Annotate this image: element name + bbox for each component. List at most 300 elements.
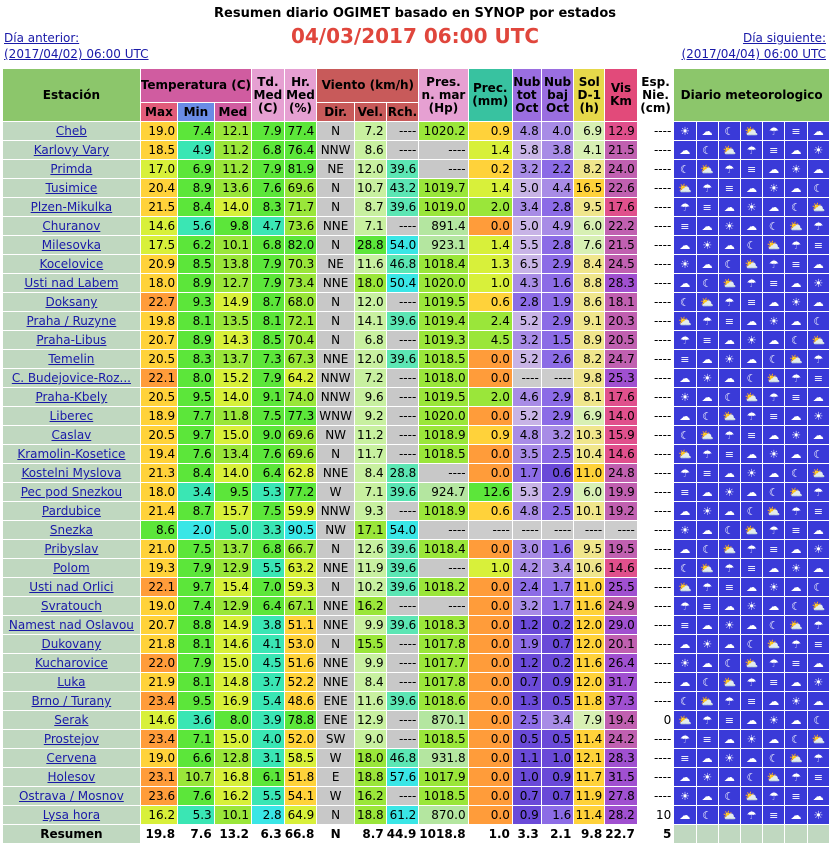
station-link[interactable]: Plzen-Mikulka bbox=[3, 198, 140, 216]
weather-icon: ☾ bbox=[674, 293, 695, 311]
station-link[interactable]: Milesovka bbox=[3, 236, 140, 254]
weather-icon: ⛅ bbox=[785, 749, 806, 767]
cell-med: 14.3 bbox=[215, 331, 251, 349]
weather-icon: ☁ bbox=[763, 293, 784, 311]
cell-min: 6.2 bbox=[178, 236, 214, 254]
cell-td: 7.9 bbox=[252, 369, 284, 387]
cell-sol: 7.6 bbox=[574, 236, 604, 254]
cell-dir: ENE bbox=[317, 711, 354, 729]
cell-hr: 52.2 bbox=[285, 673, 317, 691]
station-link[interactable]: Kramolin-Kosetice bbox=[3, 445, 140, 463]
weather-icon: ☀ bbox=[697, 369, 718, 387]
weather-icon: ⛅ bbox=[719, 806, 740, 824]
weather-icon: ☂ bbox=[808, 616, 829, 634]
cell-pres: 1018.9 bbox=[419, 426, 467, 444]
station-link[interactable]: Cervena bbox=[3, 749, 140, 767]
cell-rch: 39.6 bbox=[387, 483, 419, 501]
weather-icon: ☁ bbox=[763, 426, 784, 444]
weather-icon: ☁ bbox=[741, 312, 762, 330]
weather-icon: ☁ bbox=[785, 141, 806, 159]
weather-icon: ☁ bbox=[741, 483, 762, 501]
weather-icon: ☾ bbox=[763, 350, 784, 368]
weather-icon: ☾ bbox=[741, 369, 762, 387]
station-link[interactable]: Snezka bbox=[3, 521, 140, 539]
cell-min: 6.6 bbox=[178, 749, 214, 767]
cell-vis: 21.5 bbox=[605, 141, 637, 159]
weather-icon: ≡ bbox=[674, 616, 695, 634]
cell-vel: 17.1 bbox=[355, 521, 386, 539]
cell-vel: 9.6 bbox=[355, 388, 386, 406]
weather-icon: ☾ bbox=[763, 749, 784, 767]
cell-max: 18.0 bbox=[141, 274, 177, 292]
weather-icon: ≡ bbox=[719, 578, 740, 596]
weather-icon bbox=[697, 825, 718, 843]
cell-rch: 39.6 bbox=[387, 540, 419, 558]
cell-hr: 77.4 bbox=[285, 122, 317, 140]
station-link[interactable]: Dukovany bbox=[3, 635, 140, 653]
weather-icon: ☁ bbox=[785, 578, 806, 596]
cell-esp: ---- bbox=[638, 559, 673, 577]
col-rch: Rch. bbox=[387, 103, 419, 121]
cell-min: 9.7 bbox=[178, 578, 214, 596]
next-label[interactable]: Día siguiente: bbox=[742, 31, 826, 45]
weather-icon: ☀ bbox=[763, 179, 784, 197]
cell-nubbaj: 2.6 bbox=[542, 350, 574, 368]
summary-label: Resumen bbox=[3, 825, 140, 843]
table-row bbox=[3, 464, 829, 482]
weather-icon: ☀ bbox=[741, 597, 762, 615]
weather-icon: ≡ bbox=[697, 331, 718, 349]
station-link[interactable]: Praha-Kbely bbox=[3, 388, 140, 406]
cell-td: 8.3 bbox=[252, 198, 284, 216]
cell-vel: 8.7 bbox=[355, 825, 386, 843]
weather-icon: ☂ bbox=[697, 312, 718, 330]
station-link[interactable]: Svratouch bbox=[3, 597, 140, 615]
cell-rch: 39.6 bbox=[387, 559, 419, 577]
cell-med: 14.0 bbox=[215, 198, 251, 216]
table-row bbox=[3, 445, 829, 463]
cell-dir: NNW bbox=[317, 141, 354, 159]
cell-rch: ---- bbox=[387, 673, 419, 691]
cell-nubbaj: 2.8 bbox=[542, 198, 574, 216]
weather-icon: ☾ bbox=[719, 654, 740, 672]
cell-rch: 39.6 bbox=[387, 198, 419, 216]
cell-prec: 1.3 bbox=[469, 255, 512, 273]
station-link[interactable]: Praha / Ruzyne bbox=[3, 312, 140, 330]
weather-icon: ≡ bbox=[763, 407, 784, 425]
cell-hr: 69.6 bbox=[285, 426, 317, 444]
station-link[interactable]: Luka bbox=[3, 673, 140, 691]
prev-day-link[interactable] bbox=[4, 30, 149, 62]
col-hr: Hr. Med (%) bbox=[285, 69, 317, 121]
weather-icon: ⛅ bbox=[808, 198, 829, 216]
station-link[interactable]: Churanov bbox=[3, 217, 140, 235]
cell-dir: N bbox=[317, 540, 354, 558]
cell-min: 7.6 bbox=[178, 787, 214, 805]
cell-hr: 73.6 bbox=[285, 217, 317, 235]
weather-icon: ☁ bbox=[674, 806, 695, 824]
cell-esp: ---- bbox=[638, 350, 673, 368]
cell-hr: 82.0 bbox=[285, 236, 317, 254]
cell-prec: 4.5 bbox=[469, 331, 512, 349]
weather-icon: ⛅ bbox=[763, 369, 784, 387]
station-link[interactable]: C. Budejovice-Roz... bbox=[3, 369, 140, 387]
cell-vel: 8.7 bbox=[355, 198, 386, 216]
cell-sol: 12.0 bbox=[575, 675, 603, 689]
cell-prec: 0.0 bbox=[469, 578, 512, 596]
cell-max: 22.1 bbox=[141, 369, 177, 387]
cell-hr: 67.1 bbox=[285, 597, 317, 615]
cell-td: 8.1 bbox=[252, 312, 284, 330]
station-link[interactable]: Pec pod Snezkou bbox=[3, 483, 140, 501]
weather-icon: ☁ bbox=[741, 217, 762, 235]
weather-icon: ☁ bbox=[719, 369, 740, 387]
cell-med: 12.1 bbox=[215, 122, 251, 140]
cell-sol: 16.5 bbox=[575, 181, 603, 195]
station-link[interactable]: Praha-Libus bbox=[3, 331, 140, 349]
cell-dir: N bbox=[317, 312, 354, 330]
weather-icon: ☾ bbox=[808, 711, 829, 729]
station-link[interactable]: Kostelni Myslova bbox=[3, 464, 140, 482]
weather-icon: ☁ bbox=[719, 331, 740, 349]
station-link[interactable]: Holesov bbox=[3, 768, 140, 786]
cell-vel: 9.3 bbox=[355, 502, 386, 520]
cell-rch: 43.2 bbox=[387, 179, 419, 197]
cell-sol: 6.0 bbox=[574, 217, 604, 235]
weather-icon: ☁ bbox=[763, 331, 784, 349]
cell-nubbaj: 4.4 bbox=[542, 179, 574, 197]
cell-rch: 46.8 bbox=[387, 749, 419, 767]
weather-icon: ☁ bbox=[741, 711, 762, 729]
weather-icon: ☁ bbox=[741, 179, 762, 197]
station-link[interactable]: Kucharovice bbox=[3, 654, 140, 672]
weather-icon: ☁ bbox=[697, 388, 718, 406]
weather-icon: ☁ bbox=[674, 369, 695, 387]
cell-min: 8.4 bbox=[178, 464, 214, 482]
station-link[interactable]: Tusimice bbox=[3, 179, 140, 197]
cell-vis: 17.6 bbox=[605, 198, 637, 216]
cell-med: 16.2 bbox=[215, 787, 251, 805]
weather-icon: ☂ bbox=[697, 578, 718, 596]
weather-icon: ≡ bbox=[763, 274, 784, 292]
weather-icon: ☾ bbox=[719, 521, 740, 539]
cell-max: 19.8 bbox=[141, 312, 177, 330]
weather-icon: ⛅ bbox=[785, 350, 806, 368]
weather-icon: ≡ bbox=[697, 198, 718, 216]
cell-min: 7.1 bbox=[178, 730, 214, 748]
cell-prec: 0.0 bbox=[469, 407, 512, 425]
col-td: Td. Med (C) bbox=[252, 69, 284, 121]
cell-rch: ---- bbox=[387, 445, 419, 463]
cell-vis: 28.2 bbox=[605, 806, 637, 824]
station-link[interactable]: Karlovy Vary bbox=[3, 141, 140, 159]
cell-rch: 39.6 bbox=[387, 350, 419, 368]
cell-dir: NNE bbox=[317, 654, 354, 672]
cell-pres: 1018.5 bbox=[419, 730, 467, 748]
cell-nubbaj: 0.6 bbox=[542, 464, 574, 482]
weather-icon: ☀ bbox=[674, 521, 695, 539]
cell-dir: N bbox=[317, 635, 354, 653]
cell-prec: 0.0 bbox=[469, 768, 512, 786]
station-link[interactable]: Caslav bbox=[3, 426, 140, 444]
weather-icon: ☁ bbox=[808, 255, 829, 273]
cell-nubtot: 5.3 bbox=[513, 483, 541, 501]
cell-vis: 37.3 bbox=[605, 692, 637, 710]
cell-nubbaj: 3.8 bbox=[542, 141, 574, 159]
weather-icon: ☁ bbox=[785, 179, 806, 197]
cell-prec: 0.0 bbox=[469, 730, 512, 748]
cell-nubtot: 3.3 bbox=[513, 825, 541, 843]
weather-icon: ☾ bbox=[808, 445, 829, 463]
cell-sol: 6.9 bbox=[574, 407, 604, 425]
weather-icon: ☾ bbox=[719, 787, 740, 805]
cell-pres: ---- bbox=[419, 160, 467, 178]
weather-icon: ≡ bbox=[741, 293, 762, 311]
cell-dir: NNE bbox=[317, 559, 354, 577]
cell-hr: 77.2 bbox=[285, 483, 317, 501]
cell-max: 21.0 bbox=[141, 540, 177, 558]
station-link[interactable]: Polom bbox=[3, 559, 140, 577]
weather-table bbox=[2, 68, 830, 844]
cell-vel: 9.2 bbox=[355, 407, 386, 425]
weather-icon: ⛅ bbox=[697, 426, 718, 444]
cell-nubbaj: 0.7 bbox=[542, 635, 574, 653]
cell-prec: 2.0 bbox=[469, 388, 512, 406]
table-row bbox=[3, 540, 829, 558]
weather-icon bbox=[763, 825, 784, 843]
cell-med: 9.5 bbox=[215, 483, 251, 501]
weather-icon bbox=[719, 825, 740, 843]
cell-min: 7.7 bbox=[178, 407, 214, 425]
cell-pres: 931.8 bbox=[419, 749, 467, 767]
cell-med: 13.2 bbox=[215, 825, 251, 843]
cell-vel: 11.9 bbox=[355, 559, 386, 577]
cell-hr: 64.9 bbox=[285, 806, 317, 824]
cell-vel: 12.6 bbox=[355, 540, 386, 558]
weather-icon: ☁ bbox=[697, 787, 718, 805]
next-day-link[interactable] bbox=[681, 30, 826, 62]
table-row bbox=[3, 711, 829, 729]
cell-med: 13.7 bbox=[215, 350, 251, 368]
weather-icon: ☁ bbox=[674, 274, 695, 292]
cell-rch: 44.9 bbox=[386, 827, 417, 841]
weather-icon: ☁ bbox=[785, 445, 806, 463]
station-link[interactable]: Usti nad Orlici bbox=[3, 578, 140, 596]
cell-dir: N bbox=[317, 331, 354, 349]
weather-icon: ☁ bbox=[763, 730, 784, 748]
cell-prec: 0.0 bbox=[469, 597, 512, 615]
cell-vel: 12.9 bbox=[355, 711, 386, 729]
next-date[interactable]: (2017/04/04) 06:00 UTC bbox=[681, 47, 826, 61]
cell-hr: 51.1 bbox=[285, 616, 317, 634]
weather-icon: ≡ bbox=[785, 654, 806, 672]
cell-med: 14.8 bbox=[215, 673, 251, 691]
weather-icon: ☁ bbox=[741, 445, 762, 463]
cell-vel: 12.0 bbox=[355, 293, 386, 311]
station-link[interactable]: Doksany bbox=[3, 293, 140, 311]
weather-icon: ≡ bbox=[741, 559, 762, 577]
cell-nubbaj: 1.6 bbox=[542, 806, 574, 824]
cell-nubbaj: 4.0 bbox=[542, 122, 574, 140]
station-link[interactable]: Serak bbox=[3, 711, 140, 729]
weather-icon: ⛅ bbox=[808, 730, 829, 748]
col-min: Min bbox=[178, 103, 214, 121]
cell-prec: 0.2 bbox=[469, 160, 512, 178]
cell-hr: 48.6 bbox=[285, 692, 317, 710]
cell-sol: 8.2 bbox=[574, 160, 604, 178]
cell-pres: 891.4 bbox=[419, 217, 467, 235]
cell-pres: ---- bbox=[419, 597, 467, 615]
cell-vis: 20.1 bbox=[605, 635, 637, 653]
cell-nubtot: 5.0 bbox=[513, 217, 541, 235]
table-row bbox=[3, 730, 829, 748]
weather-icon: ☾ bbox=[763, 483, 784, 501]
cell-sol: 4.1 bbox=[574, 141, 604, 159]
station-link[interactable]: Liberec bbox=[3, 407, 140, 425]
cell-vis: 21.5 bbox=[605, 236, 637, 254]
cell-nubbaj: ---- bbox=[542, 369, 574, 387]
cell-esp: ---- bbox=[638, 616, 673, 634]
cell-min: 8.1 bbox=[178, 312, 214, 330]
weather-icon: ☁ bbox=[674, 236, 695, 254]
weather-icon: ≡ bbox=[741, 692, 762, 710]
cell-pres: ---- bbox=[419, 464, 467, 482]
station-link[interactable]: Ostrava / Mosnov bbox=[3, 787, 140, 805]
prev-label[interactable]: Día anterior: bbox=[4, 31, 80, 45]
weather-icon: ☁ bbox=[808, 521, 829, 539]
table-row bbox=[3, 616, 829, 634]
table-row bbox=[3, 122, 829, 140]
table-row bbox=[3, 578, 829, 596]
cell-td: 7.0 bbox=[252, 578, 284, 596]
weather-icon: ≡ bbox=[741, 160, 762, 178]
cell-dir: N bbox=[317, 825, 354, 843]
cell-hr: 71.7 bbox=[285, 198, 317, 216]
cell-esp: ---- bbox=[638, 483, 673, 501]
cell-dir: NNE bbox=[317, 350, 354, 368]
cell-sol: 10.3 bbox=[575, 428, 603, 442]
weather-icon: ☂ bbox=[785, 635, 806, 653]
cell-rch: ---- bbox=[387, 654, 419, 672]
weather-icon: ☂ bbox=[785, 502, 806, 520]
station-link[interactable]: Cheb bbox=[3, 122, 140, 140]
cell-dir: N bbox=[317, 179, 354, 197]
cell-vis: 24.8 bbox=[605, 464, 637, 482]
cell-vel: 8.4 bbox=[355, 673, 386, 691]
cell-vel: 6.8 bbox=[355, 331, 386, 349]
col-max: Max bbox=[141, 103, 177, 121]
station-link[interactable]: Namest nad Oslavou bbox=[3, 616, 140, 634]
cell-vis: 27.8 bbox=[605, 787, 637, 805]
prev-date[interactable]: (2017/04/02) 06:00 UTC bbox=[4, 47, 149, 61]
weather-icon: ☾ bbox=[697, 540, 718, 558]
table-row bbox=[3, 293, 829, 311]
weather-icon: ☀ bbox=[785, 559, 806, 577]
weather-icon: ☀ bbox=[763, 578, 784, 596]
cell-prec: 0.6 bbox=[469, 502, 512, 520]
weather-icon: ⛅ bbox=[674, 445, 695, 463]
station-link[interactable]: Prostejov bbox=[3, 730, 140, 748]
cell-med: 13.7 bbox=[215, 540, 251, 558]
cell-td: 4.0 bbox=[252, 730, 284, 748]
cell-nubtot: 4.2 bbox=[513, 559, 541, 577]
station-link[interactable]: Brno / Turany bbox=[3, 692, 140, 710]
weather-icon: ☂ bbox=[719, 293, 740, 311]
cell-min: 9.3 bbox=[178, 293, 214, 311]
station-link[interactable]: Pardubice bbox=[3, 502, 140, 520]
cell-vis: 19.2 bbox=[605, 502, 637, 520]
cell-esp: ---- bbox=[638, 217, 673, 235]
date-title: 04/03/2017 06:00 UTC bbox=[290, 24, 540, 48]
weather-icon: ☀ bbox=[808, 407, 829, 425]
table-row bbox=[3, 388, 829, 406]
cell-nubbaj: 0.5 bbox=[542, 730, 574, 748]
cell-td: 9.0 bbox=[252, 426, 284, 444]
cell-pres: 924.7 bbox=[419, 483, 467, 501]
cell-pres: 1017.9 bbox=[419, 768, 467, 786]
cell-nubtot: 3.2 bbox=[513, 160, 541, 178]
page-title: Resumen diario OGIMET basado en SYNOP por estados bbox=[214, 6, 616, 21]
weather-icon bbox=[741, 825, 762, 843]
cell-vis: 14.0 bbox=[605, 407, 637, 425]
cell-vel: 11.6 bbox=[355, 692, 386, 710]
weather-icon: ≡ bbox=[763, 806, 784, 824]
table-row bbox=[3, 312, 829, 330]
cell-sol: 10.4 bbox=[575, 447, 603, 461]
cell-hr: 68.0 bbox=[285, 293, 317, 311]
cell-vis: 24.9 bbox=[605, 597, 637, 615]
station-link[interactable]: Kocelovice bbox=[3, 255, 140, 273]
weather-icon: ☾ bbox=[785, 331, 806, 349]
cell-hr: 64.2 bbox=[285, 369, 317, 387]
station-link[interactable]: Temelin bbox=[3, 350, 140, 368]
cell-td: 7.9 bbox=[252, 255, 284, 273]
weather-icon: ☂ bbox=[719, 426, 740, 444]
cell-rch: 39.6 bbox=[387, 616, 419, 634]
cell-nubtot: 5.2 bbox=[513, 312, 541, 330]
cell-sol: 11.7 bbox=[575, 770, 603, 784]
cell-max: 19.0 bbox=[141, 597, 177, 615]
weather-icon: ≡ bbox=[785, 255, 806, 273]
station-link[interactable]: Usti nad Labem bbox=[3, 274, 140, 292]
weather-icon: ☾ bbox=[674, 160, 695, 178]
cell-min: 10.7 bbox=[178, 768, 214, 786]
cell-nubtot: 4.6 bbox=[513, 388, 541, 406]
weather-icon: ☁ bbox=[808, 388, 829, 406]
weather-icon bbox=[785, 825, 806, 843]
weather-icon: ☁ bbox=[697, 217, 718, 235]
cell-sol: 11.8 bbox=[575, 694, 603, 708]
cell-dir: NNW bbox=[317, 502, 354, 520]
weather-icon: ☀ bbox=[697, 635, 718, 653]
weather-icon: ☀ bbox=[674, 388, 695, 406]
cell-vis: 19.9 bbox=[605, 483, 637, 501]
station-link[interactable]: Primda bbox=[3, 160, 140, 178]
col-vel: Vel. bbox=[355, 103, 386, 121]
col-nubbaj: Nub baj Oct bbox=[542, 69, 574, 121]
table-row bbox=[3, 350, 829, 368]
station-link[interactable]: Pribyslav bbox=[3, 540, 140, 558]
weather-icon: ☂ bbox=[808, 350, 829, 368]
cell-nubtot: 3.5 bbox=[513, 445, 541, 463]
cell-td: 6.8 bbox=[252, 540, 284, 558]
cell-dir: NNW bbox=[317, 388, 354, 406]
weather-icon: ☀ bbox=[808, 141, 829, 159]
cell-hr: 67.3 bbox=[285, 350, 317, 368]
station-link[interactable]: Lysa hora bbox=[3, 806, 140, 824]
cell-min: 4.9 bbox=[178, 141, 214, 159]
weather-icon: ☾ bbox=[719, 122, 740, 140]
